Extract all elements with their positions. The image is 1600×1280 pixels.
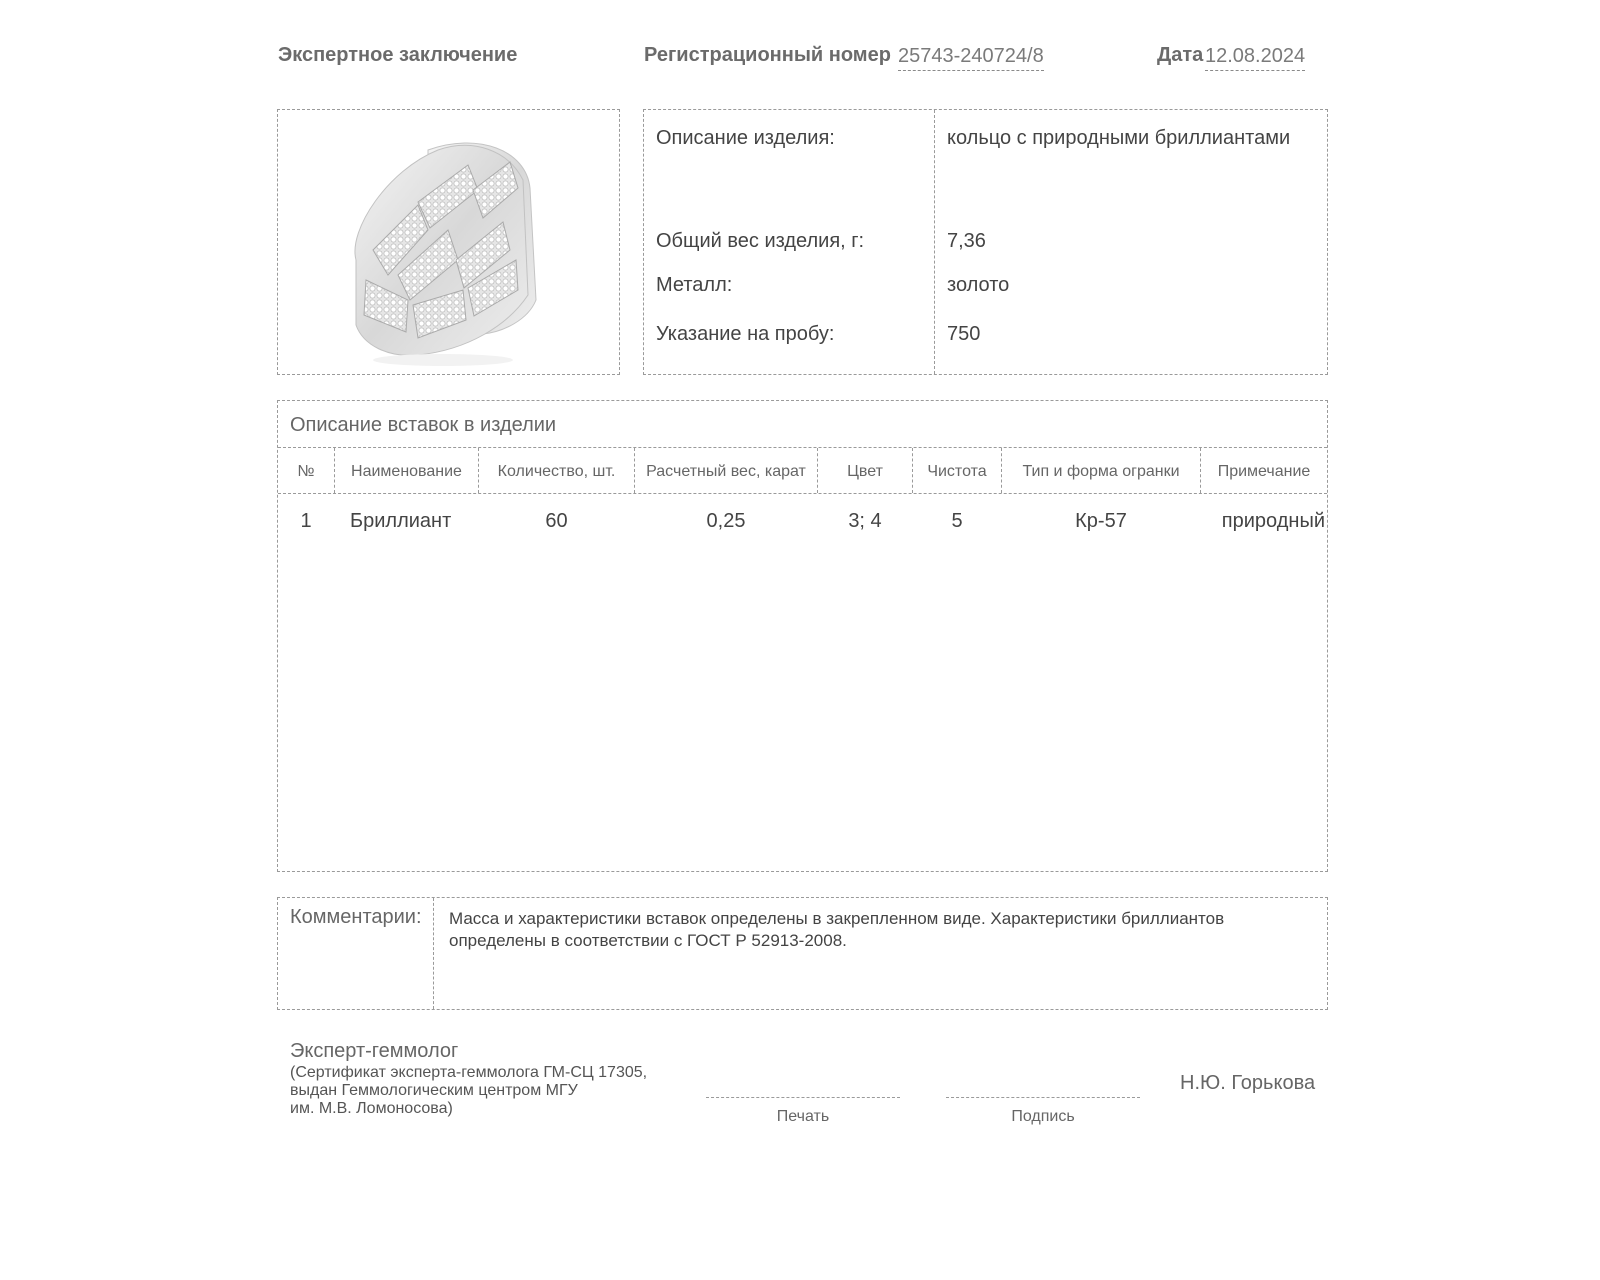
- table-row-1-note: природный: [1221, 510, 1325, 532]
- expert-certificate-line-3: им. М.В. Ломоносова): [290, 1100, 453, 1117]
- stamp-line: [706, 1097, 900, 1098]
- comments-text-line-2: определены в соответствии с ГОСТ Р 52913-2008.: [449, 931, 847, 950]
- document-title: Экспертное заключение: [278, 44, 518, 66]
- date-value: 12.08.2024: [1205, 45, 1305, 71]
- date-label: Дата: [1157, 44, 1204, 66]
- stamp-label: Печать: [776, 1108, 830, 1125]
- registration-label: Регистрационный номер: [644, 44, 891, 66]
- signature-line: [946, 1097, 1140, 1098]
- col-header-quantity: Количество, шт.: [497, 463, 616, 480]
- value-metal: золото: [947, 274, 1010, 296]
- details-divider: [934, 110, 935, 374]
- comments-label: Комментарии:: [290, 906, 422, 928]
- table-row-1-color: 3; 4: [848, 510, 882, 532]
- table-row-1-weight: 0,25: [706, 510, 746, 532]
- label-total-weight: Общий вес изделия, г:: [656, 230, 865, 252]
- table-row-1-clarity: 5: [951, 510, 963, 532]
- comments-divider: [433, 898, 434, 1009]
- table-row-1-number: 1: [300, 510, 312, 532]
- col-header-note: Примечание: [1217, 463, 1311, 480]
- value-total-weight: 7,36: [947, 230, 986, 252]
- expert-certificate-line-1: (Сертификат эксперта-геммолога ГМ-СЦ 17305,: [290, 1064, 648, 1081]
- comments-text-line-1: Масса и характеристики вставок определены в закрепленном виде. Характеристики бриллиантов: [449, 909, 1225, 928]
- table-row-1-quantity: 60: [545, 510, 568, 532]
- ring-image: [278, 110, 618, 372]
- product-photo-frame: [277, 109, 620, 375]
- col-header-clarity: Чистота: [927, 463, 987, 480]
- col-header-name: Наименование: [351, 463, 462, 480]
- expert-name: Н.Ю. Горькова: [1180, 1072, 1316, 1094]
- col-header-color: Цвет: [847, 463, 883, 480]
- table-title-divider: [278, 447, 1327, 448]
- table-header-divider: [278, 493, 1327, 494]
- expert-certificate-line-2: выдан Геммологическим центром МГУ: [290, 1082, 578, 1099]
- col-header-cut: Тип и форма огранки: [1022, 463, 1180, 480]
- registration-number: 25743-240724/8: [898, 45, 1044, 71]
- inserts-title: Описание вставок в изделии: [290, 414, 557, 436]
- table-row-1-name: Бриллиант: [350, 510, 452, 532]
- value-hallmark: 750: [947, 323, 981, 345]
- table-row-1-cut: Кр-57: [1075, 510, 1127, 532]
- label-metal: Металл:: [656, 274, 733, 296]
- label-hallmark: Указание на пробу:: [656, 323, 835, 345]
- signature-label: Подпись: [1011, 1108, 1075, 1125]
- col-header-weight: Расчетный вес, карат: [646, 463, 806, 480]
- label-description: Описание изделия:: [656, 127, 835, 149]
- value-description: кольцо с природными бриллиантами: [947, 127, 1291, 149]
- col-header-number: №: [297, 463, 315, 480]
- expert-title: Эксперт-геммолог: [290, 1040, 459, 1062]
